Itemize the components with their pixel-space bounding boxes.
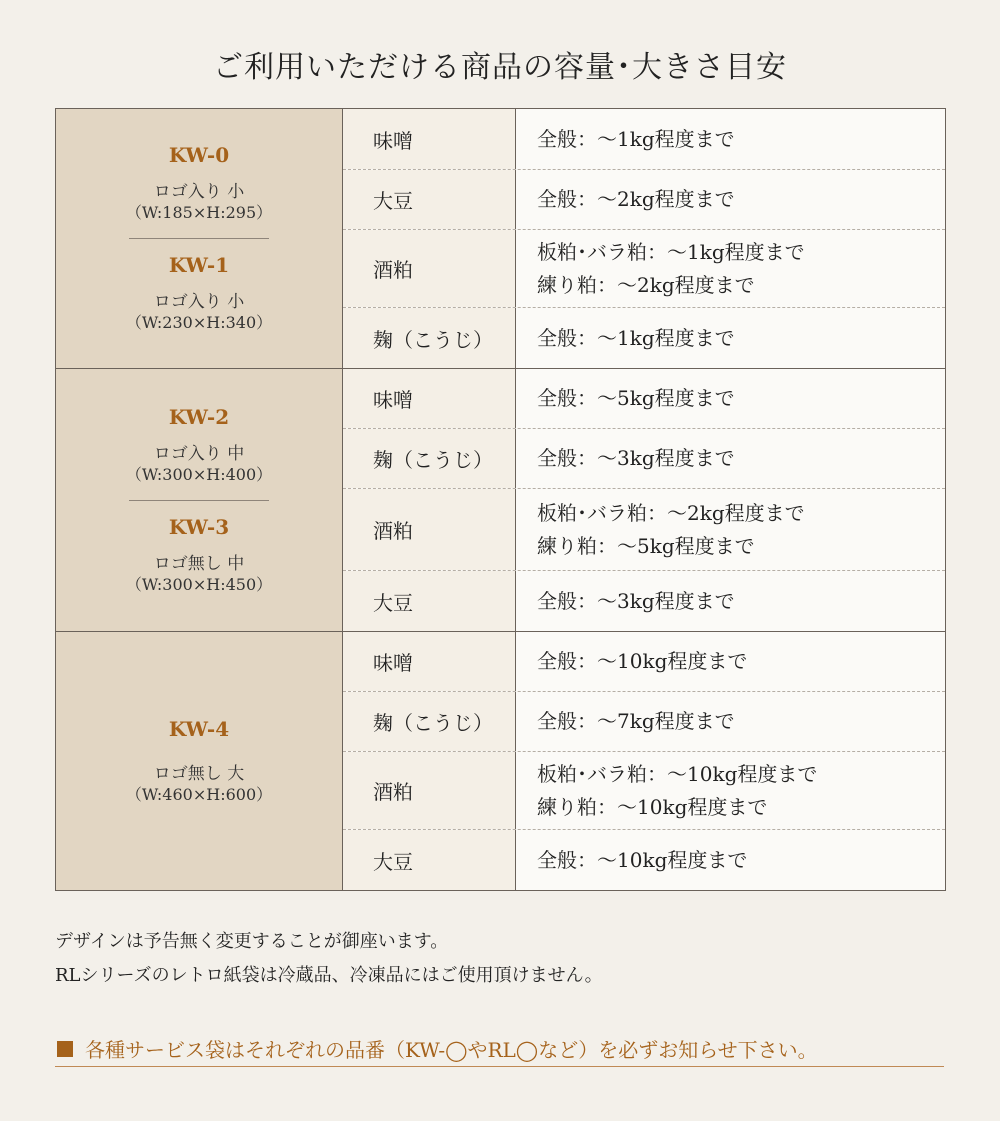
notice	[57, 1034, 818, 1063]
capacity-line: 全般：～5kg程度まで	[537, 386, 735, 410]
product-divider	[129, 238, 269, 239]
product-code: KW-1	[168, 253, 230, 277]
product-dims: （W:300×H:450）	[125, 574, 273, 594]
item-cell: 酒粕	[343, 230, 516, 307]
capacity-cell	[516, 230, 945, 307]
product-block	[126, 143, 272, 224]
table-group	[56, 109, 945, 369]
product-cell	[56, 632, 343, 890]
capacity-line: 板粕･バラ粕：～10kg程度まで	[537, 761, 818, 786]
product-code: KW-3	[168, 514, 230, 539]
product-block	[126, 515, 272, 596]
product-desc: ロゴ入り 小	[153, 182, 245, 203]
table-row	[343, 369, 945, 429]
page-title: ご利用いただける商品の容量･大きさ目安	[213, 50, 787, 85]
table-row	[343, 308, 945, 368]
product-block	[126, 253, 272, 334]
capacity-line: 全般：～1kg程度まで	[537, 126, 735, 151]
notes	[55, 925, 603, 993]
capacity-line: 全般：～3kg程度まで	[537, 446, 735, 470]
capacity-cell	[516, 308, 945, 368]
item-cell: 大豆	[343, 571, 516, 631]
capacity-cell	[516, 170, 945, 229]
capacity-cell	[516, 632, 945, 691]
table-row	[343, 170, 945, 230]
table-group	[56, 632, 945, 890]
notice-text: 各種サービス袋はそれぞれの品番（KW-◯やRL◯など）を必ずお知らせ下さい。	[85, 1038, 818, 1062]
capacity-line: 練り粕：～2kg程度まで	[537, 272, 755, 297]
capacity-line: 全般：～2kg程度まで	[537, 187, 735, 211]
capacity-cell	[516, 109, 945, 169]
capacity-cell	[516, 830, 945, 890]
notice-underline	[55, 1066, 944, 1067]
product-dims: （W:460×H:600）	[125, 784, 273, 804]
item-cell: 麹（こうじ）	[343, 429, 516, 488]
capacity-cell	[516, 369, 945, 428]
capacity-table	[55, 108, 946, 891]
item-cell: 麹（こうじ）	[343, 692, 516, 751]
product-block	[126, 717, 272, 806]
product-dims: （W:185×H:295）	[125, 203, 273, 223]
note-line: デザインは予告無く変更することが御座います。	[55, 931, 449, 952]
product-desc: ロゴ無し 中	[153, 553, 245, 574]
product-divider	[129, 500, 269, 501]
table-row	[343, 632, 945, 692]
note-line: RLシリーズのレトロ紙袋は冷蔵品、冷凍品にはご使用頂けません。	[55, 965, 603, 986]
product-code: KW-2	[168, 404, 230, 429]
product-dims: （W:230×H:340）	[125, 313, 273, 333]
product-desc: ロゴ入り 中	[153, 443, 245, 464]
table-row	[343, 230, 945, 308]
square-bullet-icon	[57, 1041, 73, 1057]
item-cell: 味噌	[343, 109, 516, 169]
product-block	[126, 405, 272, 486]
product-cell	[56, 109, 343, 368]
capacity-line: 全般：～1kg程度まで	[537, 325, 735, 350]
capacity-line: 全般：～10kg程度まで	[537, 847, 748, 872]
product-cell	[56, 369, 343, 631]
capacity-cell	[516, 489, 945, 570]
item-cell: 麹（こうじ）	[343, 308, 516, 368]
capacity-line: 全般：～3kg程度まで	[537, 588, 735, 613]
table-row	[343, 571, 945, 631]
table-row	[343, 830, 945, 890]
capacity-line: 練り粕：～5kg程度まで	[537, 533, 755, 558]
product-dims: （W:300×H:400）	[125, 464, 273, 484]
item-cell: 味噌	[343, 369, 516, 428]
table-group	[56, 369, 945, 632]
capacity-cell	[516, 571, 945, 631]
item-cell: 酒粕	[343, 752, 516, 829]
capacity-line: 板粕･バラ粕：～1kg程度まで	[537, 239, 805, 264]
capacity-cell	[516, 752, 945, 829]
product-code: KW-4	[168, 716, 230, 741]
capacity-cell	[516, 429, 945, 488]
item-cell: 大豆	[343, 830, 516, 890]
capacity-cell	[516, 692, 945, 751]
product-desc: ロゴ無し 大	[153, 763, 245, 784]
table-row	[343, 429, 945, 489]
table-row	[343, 752, 945, 830]
item-cell: 味噌	[343, 632, 516, 691]
product-desc: ロゴ入り 小	[153, 292, 245, 312]
table-row	[343, 692, 945, 752]
capacity-line: 全般：～10kg程度まで	[537, 649, 748, 673]
item-cell: 大豆	[343, 170, 516, 229]
table-row	[343, 109, 945, 170]
item-cell: 酒粕	[343, 489, 516, 570]
table-row	[343, 489, 945, 571]
product-code: KW-0	[168, 143, 230, 168]
capacity-line: 全般：～7kg程度まで	[537, 709, 735, 733]
capacity-line: 練り粕：～10kg程度まで	[537, 794, 768, 819]
capacity-line: 板粕･バラ粕：～2kg程度まで	[537, 500, 805, 525]
